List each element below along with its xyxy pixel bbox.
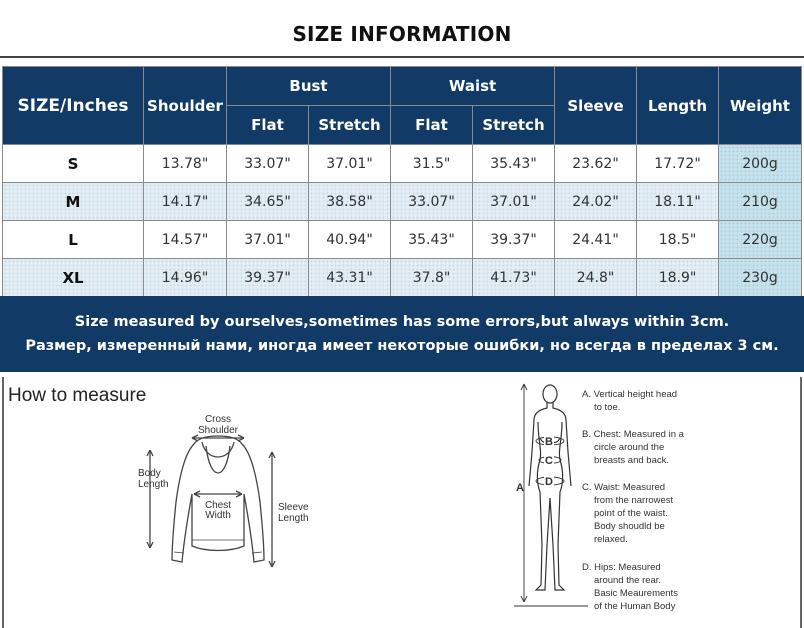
cell-sleeve: 24.02" [555,183,637,221]
label-sleeve-length-2: Length [278,513,309,524]
legend-d-2: around the rear. [594,575,662,586]
cell-weight: 230g [719,259,802,297]
label-body-length-2: Length [138,479,169,490]
cell-weight: 200g [719,145,802,183]
table-row [3,221,802,259]
legend-a-2: to toe. [594,402,621,413]
label-d: D [545,476,553,488]
page-title: SIZE INFORMATION [292,22,512,46]
header-shoulder: Shoulder [144,67,227,145]
cell-sleeve: 24.41" [555,221,637,259]
cell-waist-flat: 33.07" [391,183,473,221]
header-waist-stretch: Stretch [473,106,555,145]
label-b: B [545,436,553,448]
header-size: SIZE/Inches [3,67,144,145]
legend-b-1: B. Chest: Measured in a [582,429,684,440]
cell-bust-stretch: 43.31" [309,259,391,297]
cell-sleeve: 23.62" [555,145,637,183]
cell-weight: 210g [719,183,802,221]
label-body-length: Body [138,468,161,479]
note-english: Size measured by ourselves,sometimes has some errors,but always within 3cm. [74,314,730,330]
header-bust-stretch: Stretch [309,106,391,145]
title-bar [0,0,804,58]
cell-length: 18.11" [637,183,719,221]
how-to-measure-title: How to measure [8,385,147,406]
size-table [2,66,802,297]
header-waist: Waist [391,67,555,106]
cell-waist-flat: 37.8" [391,259,473,297]
header-bust-flat: Flat [227,106,309,145]
legend-d-3: Basic Meaurements [594,588,678,599]
legend-c-4: Body shoudld be [594,521,665,532]
cell-length: 18.9" [637,259,719,297]
legend-c-5: relaxed. [594,534,628,545]
label-c: C [545,455,553,467]
cell-length: 18.5" [637,221,719,259]
cell-waist-stretch: 39.37" [473,221,555,259]
label-chest-width: Chest [204,500,232,511]
cell-bust-flat: 34.65" [227,183,309,221]
cell-shoulder: 14.17" [144,183,227,221]
cell-size: M [3,183,144,221]
table-row [3,183,802,221]
legend-d-1: D. Hips: Measured [582,562,661,573]
note-russian: Размер, измеренный нами, иногда имеет некоторые ошибки, но всегда в пределах 3 см. [25,338,779,354]
legend-b-2: circle around the [594,442,665,453]
legend-c-1: C. Waist: Measured [582,482,666,493]
cell-shoulder: 14.96" [144,259,227,297]
cell-shoulder: 14.57" [144,221,227,259]
legend-c-3: point of the waist. [594,508,668,519]
header-weight: Weight [719,67,802,145]
header-bust: Bust [227,67,391,106]
label-cross-shoulder-2: Shoulder [197,425,239,436]
cell-bust-stretch: 40.94" [309,221,391,259]
cell-length: 17.72" [637,145,719,183]
table-row [3,145,802,183]
garment-diagram [130,412,330,582]
cell-bust-stretch: 37.01" [309,145,391,183]
cell-bust-flat: 39.37" [227,259,309,297]
cell-waist-stretch: 35.43" [473,145,555,183]
table-row [3,259,802,297]
cell-sleeve: 24.8" [555,259,637,297]
cell-waist-stretch: 41.73" [473,259,555,297]
header-sleeve: Sleeve [555,67,637,145]
cell-size: L [3,221,144,259]
cell-size: S [3,145,144,183]
cell-waist-stretch: 37.01" [473,183,555,221]
cell-size: XL [3,259,144,297]
label-sleeve-length: Sleeve [278,502,309,513]
legend-c-2: from the narrowest [594,495,674,506]
cell-weight: 220g [719,221,802,259]
label-a: A [516,482,524,494]
cell-waist-flat: 31.5" [391,145,473,183]
label-chest-width-2: Width [205,510,231,521]
legend-b-3: breasts and back. [594,455,669,466]
header-length: Length [637,67,719,145]
measurement-note [0,296,804,372]
cell-bust-flat: 37.01" [227,221,309,259]
cell-bust-stretch: 38.58" [309,183,391,221]
cell-bust-flat: 33.07" [227,145,309,183]
body-legend [582,384,712,614]
legend-d-4: of the Human Body [594,601,676,612]
label-cross-shoulder: Cross [204,414,232,425]
header-waist-flat: Flat [391,106,473,145]
cell-shoulder: 13.78" [144,145,227,183]
cell-waist-flat: 35.43" [391,221,473,259]
body-diagram [512,380,592,620]
legend-a-1: A. Vertical height head [582,389,678,400]
